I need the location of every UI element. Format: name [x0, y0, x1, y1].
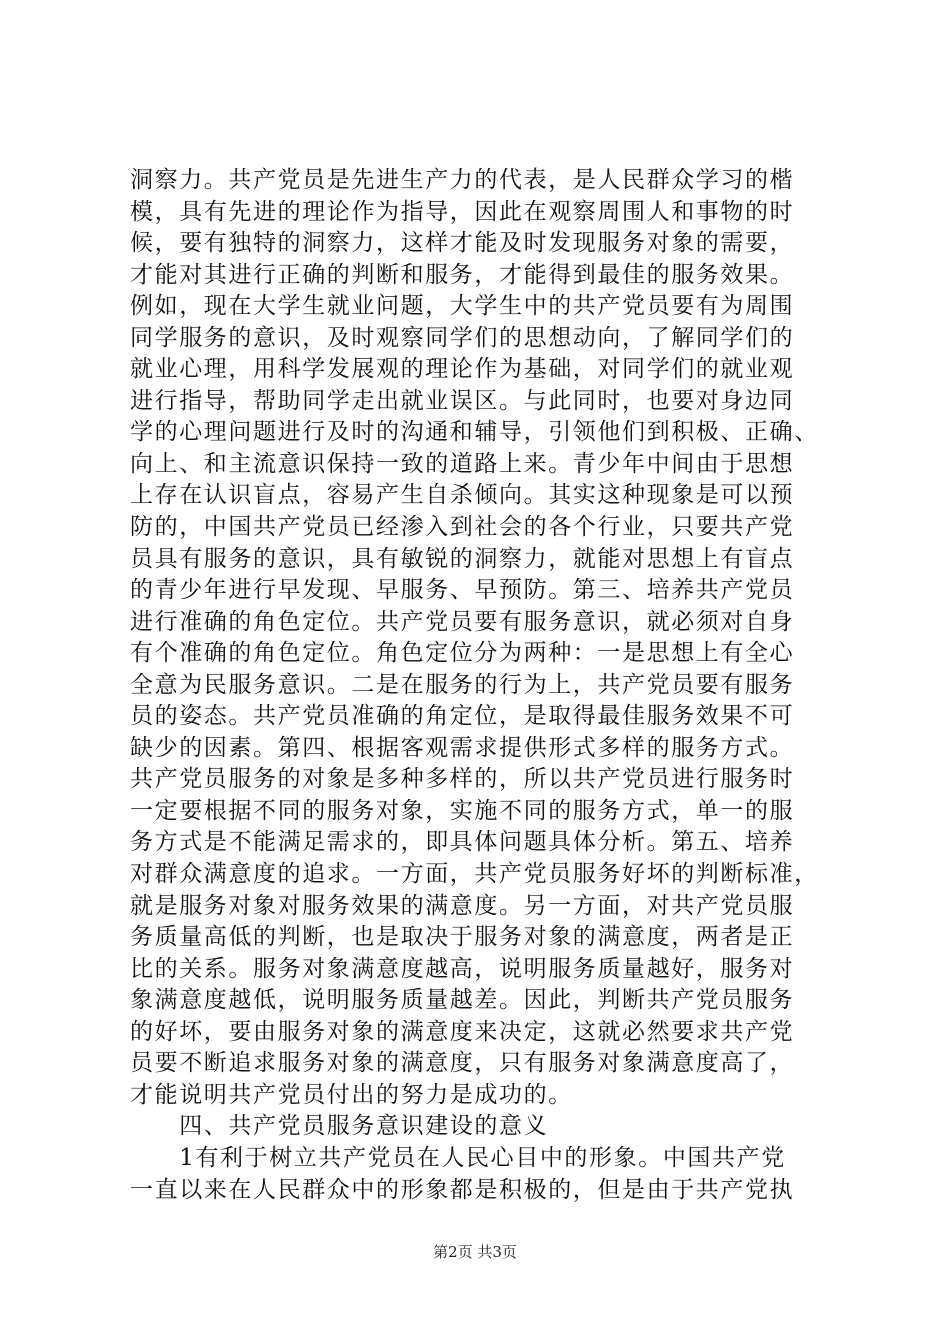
text-line: 象满意度越低，说明服务质量越差。因此，判断共产党员服务	[130, 987, 795, 1014]
text-line: 洞察力。共产党员是先进生产力的代表，是人民群众学习的楷	[130, 167, 795, 193]
text-line: 就是服务对象对服务效果的满意度。另一方面，对共产党员服	[130, 892, 795, 919]
text-line: 才能说明共产党员付出的努力是成功的。	[130, 1081, 573, 1108]
text-line: 进行准确的角色定位。共产党员要有服务意识，就必须对自身	[130, 608, 795, 635]
text-line: 学的心理问题进行及时的沟通和辅导，引领他们到积极、正确、	[130, 419, 819, 446]
text-line: 共产党员服务的对象是多种多样的，所以共产党员进行服务时	[130, 766, 795, 793]
text-line: 一定要根据不同的服务对象，实施不同的服务方式，单一的服	[130, 797, 795, 824]
text-line: 务方式是不能满足需求的，即具体问题具体分析。第五、培养	[130, 829, 795, 856]
text-line: 防的，中国共产党员已经渗入到社会的各个行业，只要共产党	[130, 514, 795, 541]
text-line: 进行指导，帮助同学走出就业误区。与此同时，也要对身边同	[130, 387, 795, 414]
text-line: 员要不断追求服务对象的满意度，只有服务对象满意度高了，	[130, 1050, 795, 1077]
text-line: 例如，现在大学生就业问题，大学生中的共产党员要有为周围	[130, 293, 795, 320]
text-line: 员具有服务的意识，具有敏锐的洞察力，就能对思想上有盲点	[130, 545, 795, 572]
body-text	[130, 165, 830, 1206]
page-footer: 第2页 共3页	[433, 1243, 517, 1261]
text-line: 员的姿态。共产党员准确的角定位，是取得最佳服务效果不可	[130, 703, 795, 730]
text-line: 候，要有独特的洞察力，这样才能及时发现服务对象的需要，	[130, 230, 795, 257]
text-line: 一直以来在人民群众中的形象都是积极的，但是由于共产党执	[130, 1176, 795, 1203]
text-line: 的青少年进行早发现、早服务、早预防。第三、培养共产党员	[130, 577, 795, 604]
text-line: 上存在认识盲点，容易产生自杀倾向。其实这种现象是可以预	[130, 482, 795, 509]
section-heading: 四、共产党员服务意识建设的意义	[130, 1113, 549, 1140]
text-line: 有个准确的角色定位。角色定位分为两种：一是思想上有全心	[130, 640, 795, 667]
text-line: 对群众满意度的追求。一方面，共产党员服务好坏的判断标准，	[130, 861, 819, 888]
text-line: 务质量高低的判断，也是取决于服务对象的满意度，两者是正	[130, 924, 795, 951]
text-line: 缺少的因素。第四、根据客观需求提供形式多样的服务方式。	[130, 734, 795, 761]
text-line: 模，具有先进的理论作为指导，因此在观察周围人和事物的时	[130, 198, 795, 225]
text-line: 的好坏，要由服务对象的满意度来决定，这就必然要求共产党	[130, 1018, 795, 1045]
text-line: 比的关系。服务对象满意度越高，说明服务质量越好，服务对	[130, 955, 795, 982]
text-line: 向上、和主流意识保持一致的道路上来。青少年中间由于思想	[130, 450, 795, 477]
text-line: 同学服务的意识，及时观察同学们的思想动向，了解同学们的	[130, 324, 795, 351]
text-line: 才能对其进行正确的判断和服务，才能得到最佳的服务效果。	[130, 261, 795, 288]
text-line: 全意为民服务意识。二是在服务的行为上，共产党员要有服务	[130, 671, 795, 698]
text-line: 就业心理，用科学发展观的理论作为基础，对同学们的就业观	[130, 356, 795, 383]
text-line: 1有利于树立共产党员在人民心目中的形象。中国共产党	[130, 1144, 786, 1171]
